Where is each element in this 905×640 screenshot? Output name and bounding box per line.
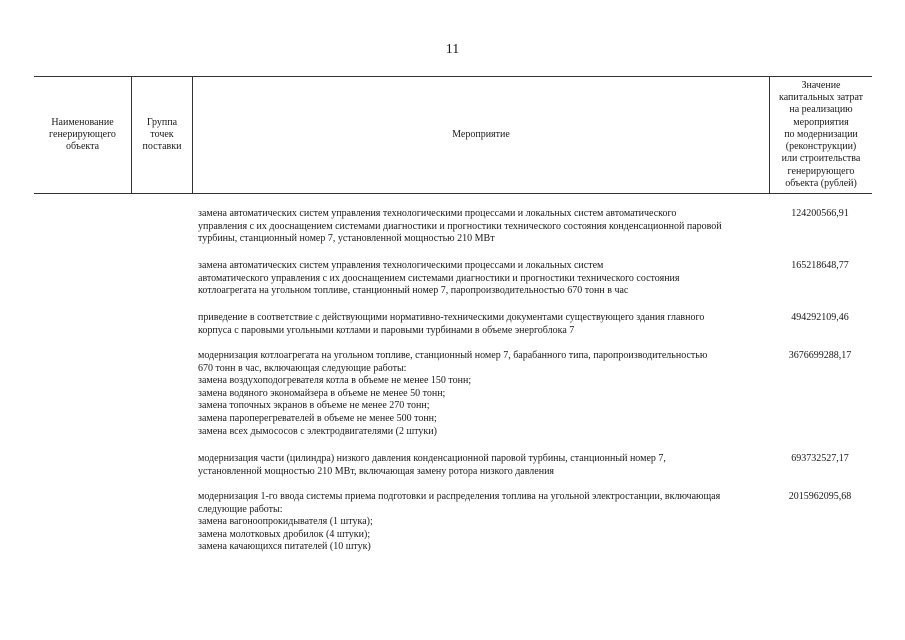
table-row-measure: модернизация части (цилиндра) низкого давления конденсационной паровой турбины, станционный номер 7, установленной мощностью 210 МВт, включающая замену ротора низкого давления [198,453,666,477]
header-group: Группа точек поставки [142,116,182,153]
table-row-value: 124200566,91 [791,208,849,219]
table-row-measure: модернизация котлоагрегата на угольном топливе, станционный номер 7, барабанного типа, паропроизводительностью 670 тонн в час, включающая следующие работы: замена воздухоподогревателя котла в объеме не менее 150 тонн; замена водяного экономайзера в объеме не менее 50 тонн; замена топочных экранов в объеме не менее 270 тонн; замена пароперегревателей в объеме не менее 500 тонн; замена всех дымососов с электродвигателями (2 штуки) [198,350,708,437]
table-row-measure: замена автоматических систем управления технологическими процессами и локальных систем автоматического управления с их дооснащением системами диагностики и прогностики технического состояния конденсационной паровой турбины, станционный номер 7, установленной мощностью 210 МВт [198,208,722,245]
header-cost: Значение капитальных затрат на реализацию мероприятия по модернизации (реконструкции) или строительства генерирующего объекта (рублей) [778,80,864,189]
table-row-value: 2015962095,68 [788,491,852,502]
page-number: 11 [445,42,460,57]
header-object-name: Наименование генерирующего объекта [49,116,116,153]
table-header-bottom-rule [34,193,872,194]
table-row-measure: замена автоматических систем управления технологическими процессами и локальных систем автоматического управления с их дооснащением системами диагностики и прогностики технического состояния котлоагрегата на угольном топливе, станционный номер 7, паропроизводительностью 670 тонн в час [198,260,680,297]
table-row-value: 693732527,17 [791,453,849,464]
table-row-measure: модернизация 1-го ввода системы приема подготовки и распределения топлива на угольной электростанции, включающая следующие работы: замена вагоноопрокидывателя (1 штука); замена молотковых дробилок (4 штуки); замена качающихся питателей (10 штук) [198,491,721,553]
table-row-value: 494292109,46 [791,312,849,323]
header-measure: Мероприятие [452,128,510,140]
table-row-value: 3676699288,17 [788,350,852,361]
table-row-value: 165218648,77 [791,260,849,271]
table-row-measure: приведение в соответствие с действующими нормативно-техническими документами существующего здания главного корпуса с паровыми угольными котлами и паровыми турбинами в объеме энергоблока 7 [198,312,705,336]
